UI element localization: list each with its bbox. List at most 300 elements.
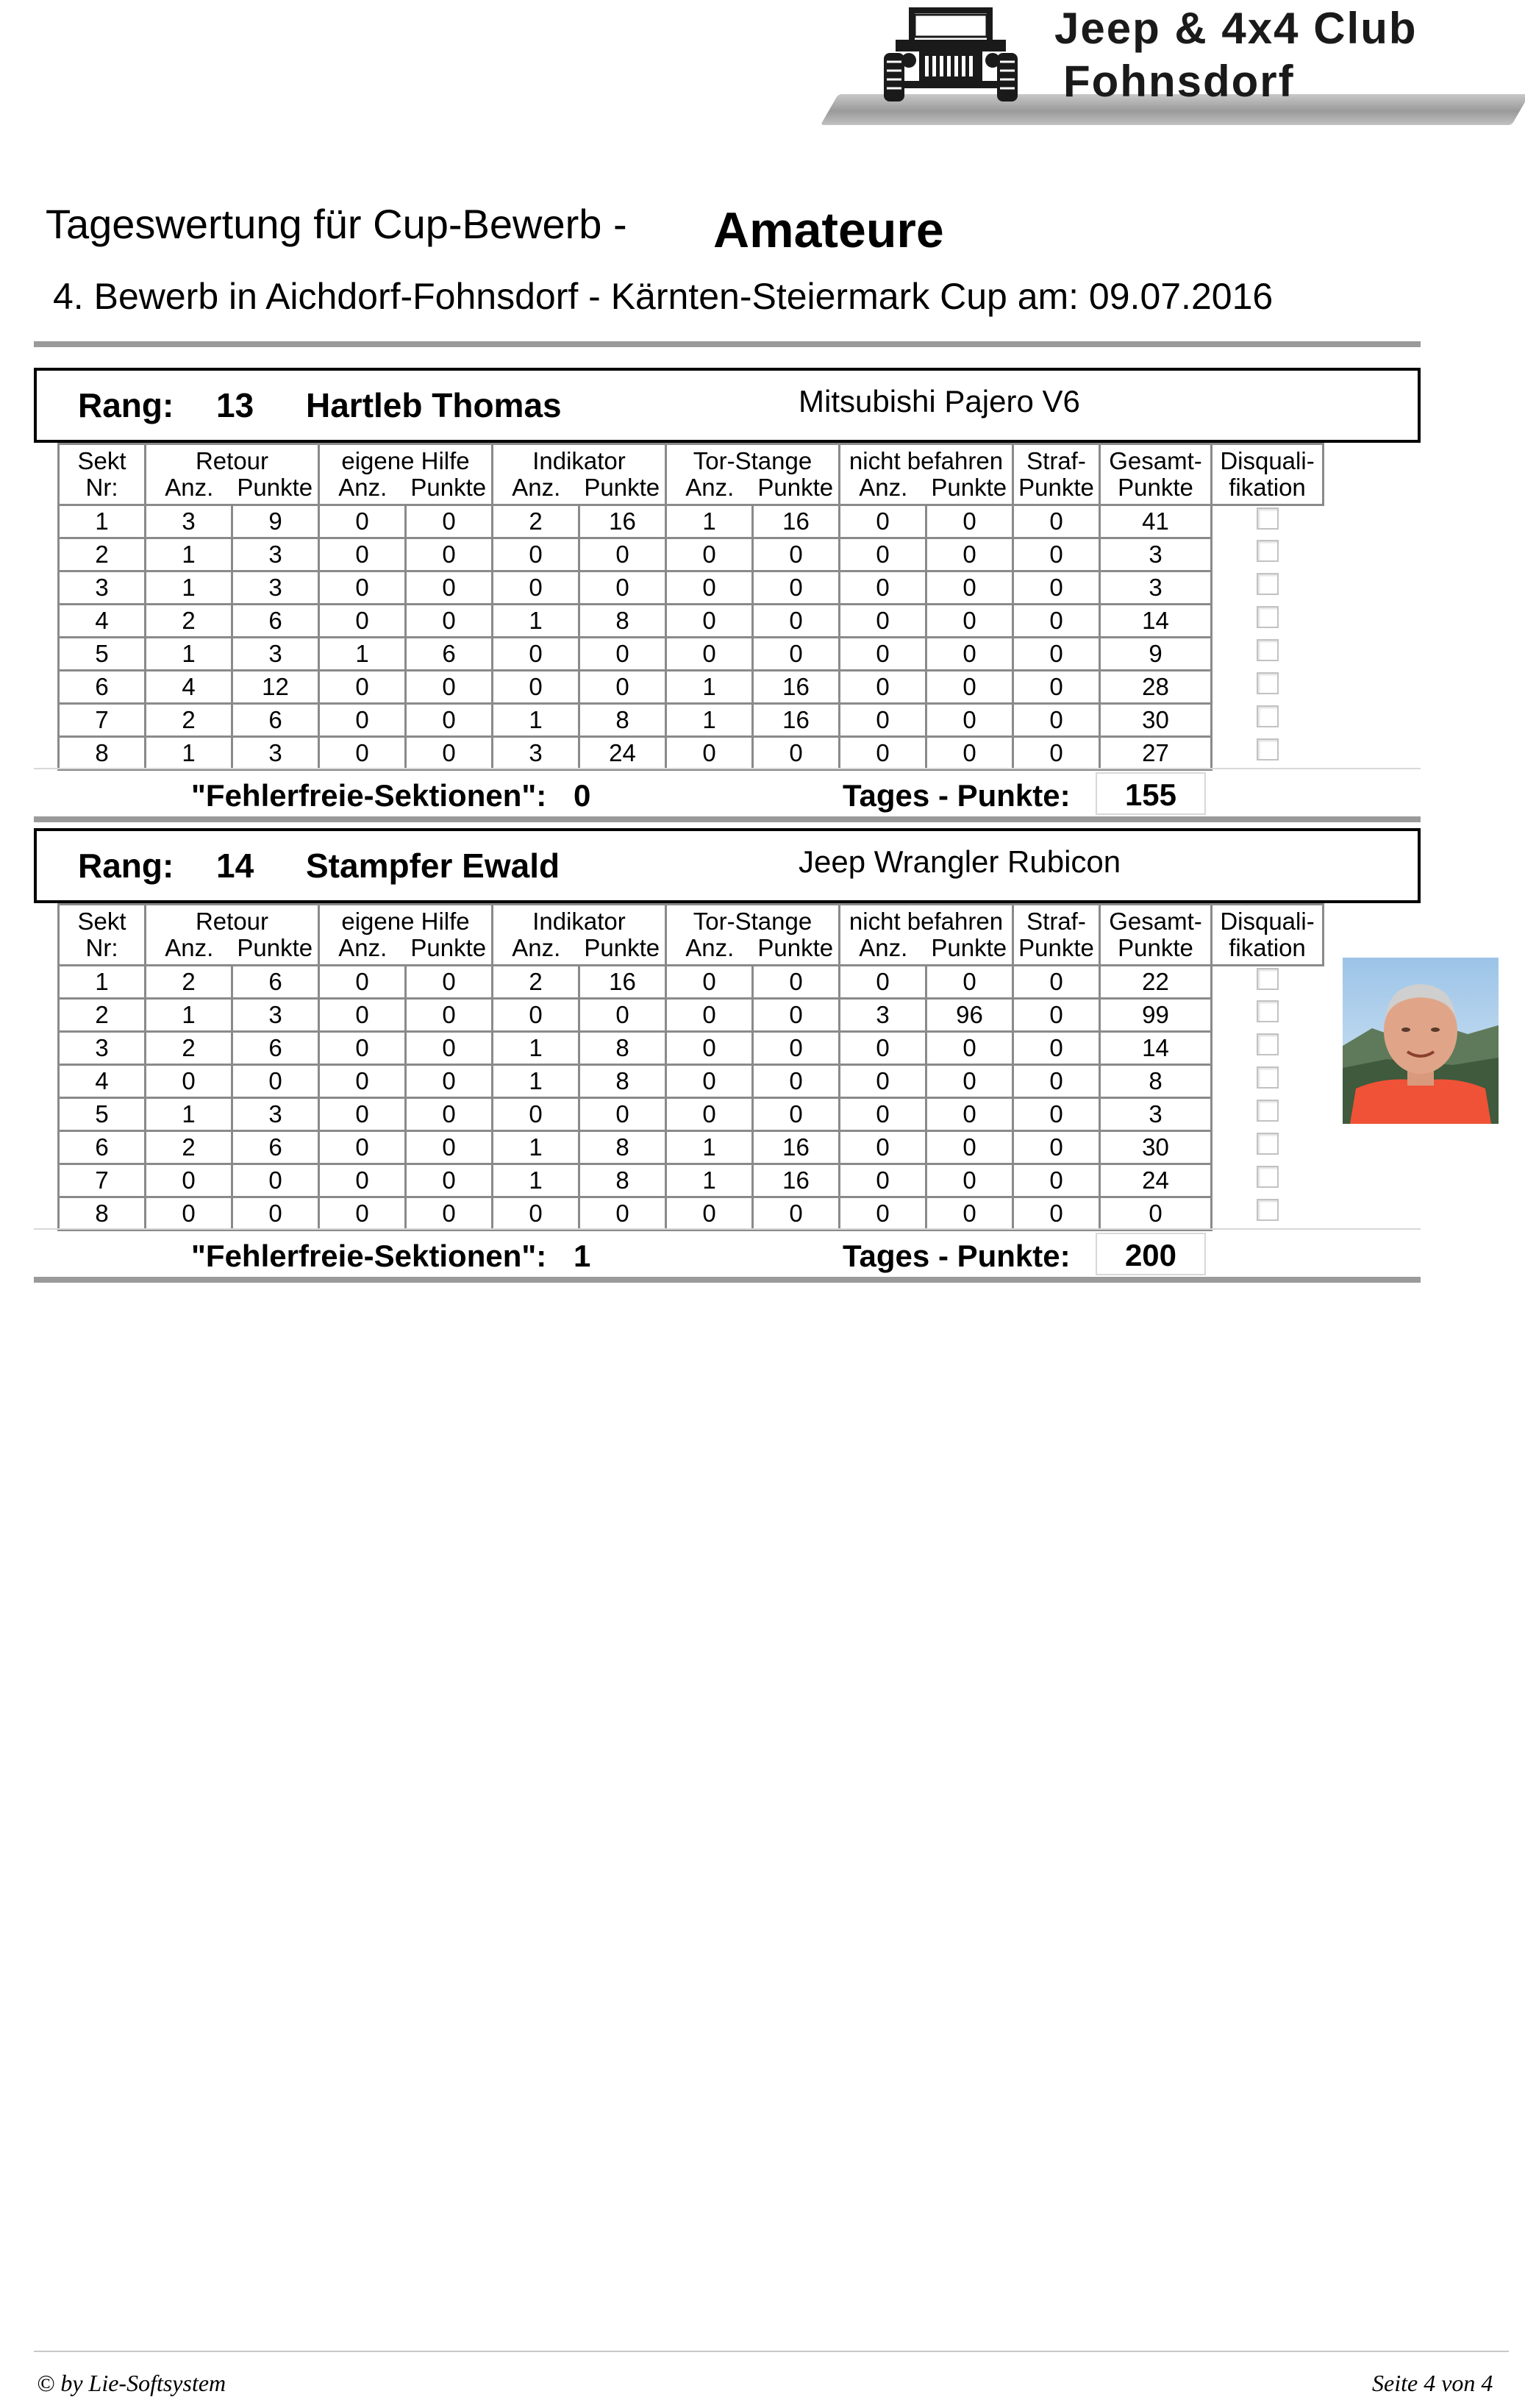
col-torstange-header: Tor-Stange [666,905,840,936]
table-cell: 14 [1100,605,1212,638]
summary-divider [34,1228,1421,1230]
jeep-icon [881,4,1021,107]
table-cell: 4 [146,671,232,704]
table-cell: 0 [579,571,666,605]
table-cell: 8 [59,737,146,770]
table-cell: 8 [579,605,666,638]
table-cell: 0 [926,605,1013,638]
disqualification-cell [1212,737,1324,770]
participant-summary [34,768,1421,816]
table-cell: 0 [926,671,1013,704]
table-cell: 8 [579,1131,666,1164]
disqualification-cell [1212,605,1324,638]
table-row [59,737,1324,770]
table-cell: 8 [59,1197,146,1230]
col-hilfe-header: eigene Hilfe [319,905,493,936]
table-cell: 0 [406,605,493,638]
table-cell: 0 [579,638,666,671]
table-cell: 0 [840,1164,926,1197]
table-cell: 24 [1100,1164,1212,1197]
disqualification-cell [1212,704,1324,737]
table-cell: 14 [1100,1032,1212,1065]
table-cell: 2 [493,966,579,999]
table-cell: 0 [493,638,579,671]
table-cell: 1 [493,1065,579,1098]
disqualification-checkbox[interactable] [1257,968,1279,990]
table-cell: 8 [579,1065,666,1098]
table-cell: 0 [926,1098,1013,1131]
col-anz-subheader: Anz. [840,935,926,966]
table-cell: 0 [926,1197,1013,1230]
table-row [59,505,1324,538]
table-row [59,1131,1324,1164]
table-cell: 0 [319,966,406,999]
table-cell: 2 [59,538,146,571]
table-cell: 0 [406,671,493,704]
logo-club-town: Fohnsdorf [1063,57,1295,106]
table-cell: 22 [1100,966,1212,999]
rang-label: Rang: [78,386,174,424]
table-cell: 96 [926,999,1013,1032]
table-cell: 6 [406,638,493,671]
table-cell: 0 [232,1065,319,1098]
table-cell: 3 [232,571,319,605]
table-cell: 1 [666,704,753,737]
table-cell: 0 [1013,1131,1100,1164]
tagespunkte-label: Tages - Punkte: [843,1239,1071,1273]
participant-name: Hartleb Thomas [306,386,562,424]
table-cell: 0 [926,737,1013,770]
score-table [57,903,1324,1231]
disqualification-cell [1212,671,1324,704]
table-cell: 0 [493,538,579,571]
logo-club-name: Jeep & 4x4 Club [1054,4,1418,53]
table-cell: 8 [1100,1065,1212,1098]
table-cell: 0 [406,999,493,1032]
table-cell: 0 [1013,704,1100,737]
summary-divider [34,768,1421,769]
table-cell: 24 [579,737,666,770]
table-cell: 27 [1100,737,1212,770]
table-cell: 2 [146,966,232,999]
table-cell: 5 [59,638,146,671]
col-nr-subheader: Nr: [59,474,146,505]
table-cell: 3 [1100,1098,1212,1131]
table-cell: 3 [59,1032,146,1065]
disqualification-checkbox[interactable] [1257,738,1279,760]
table-cell: 2 [493,505,579,538]
participant-summary [34,1228,1421,1277]
table-cell: 0 [666,638,753,671]
table-cell: 0 [840,1197,926,1230]
disqualification-cell [1212,571,1324,605]
table-cell: 0 [319,1098,406,1131]
col-fikation-subheader: fikation [1212,474,1324,505]
col-anz-subheader: Anz. [493,935,579,966]
table-cell: 3 [146,505,232,538]
col-gesamt-header: Gesamt- [1100,444,1212,475]
table-cell: 0 [840,966,926,999]
table-cell: 4 [59,605,146,638]
table-cell: 0 [406,1098,493,1131]
disqualification-cell [1212,538,1324,571]
disqualification-checkbox[interactable] [1257,1100,1279,1122]
col-punkte-subheader: Punkte [926,935,1013,966]
table-row [59,605,1324,638]
club-logo [815,0,1525,131]
col-punkte-subheader: Punkte [1013,935,1100,966]
table-cell: 3 [493,737,579,770]
table-cell: 0 [666,737,753,770]
table-cell: 0 [666,1032,753,1065]
participant-photo [1343,958,1499,1124]
disqualification-checkbox[interactable] [1257,1133,1279,1155]
tagespunkte-value: 200 [1096,1233,1206,1275]
table-row [59,538,1324,571]
table-cell: 0 [406,571,493,605]
table-cell: 1 [493,704,579,737]
table-cell: 1 [666,505,753,538]
col-punkte-subheader: Punkte [579,474,666,505]
table-cell: 0 [1013,966,1100,999]
table-cell: 0 [666,538,753,571]
table-cell: 6 [232,1032,319,1065]
col-punkte-subheader: Punkte [753,935,840,966]
table-cell: 0 [1013,1032,1100,1065]
table-cell: 0 [493,571,579,605]
table-cell: 0 [840,505,926,538]
table-cell: 2 [59,999,146,1032]
col-anz-subheader: Anz. [666,474,753,505]
table-cell: 0 [406,1065,493,1098]
table-cell: 0 [1013,671,1100,704]
col-torstange-header: Tor-Stange [666,444,840,475]
table-cell: 0 [840,1098,926,1131]
table-cell: 0 [1013,505,1100,538]
table-cell: 0 [1013,538,1100,571]
participant-header [34,368,1421,443]
table-cell: 0 [666,571,753,605]
col-punkte-subheader: Punkte [1100,935,1212,966]
table-cell: 0 [926,638,1013,671]
table-cell: 3 [232,638,319,671]
col-punkte-subheader: Punkte [1100,474,1212,505]
table-cell: 0 [319,737,406,770]
table-row [59,1065,1324,1098]
table-cell: 0 [319,538,406,571]
table-row [59,1098,1324,1131]
table-cell: 1 [493,1164,579,1197]
table-cell: 0 [753,737,840,770]
table-cell: 3 [840,999,926,1032]
col-anz-subheader: Anz. [666,935,753,966]
disqualification-checkbox[interactable] [1257,1166,1279,1188]
table-cell: 0 [319,1197,406,1230]
table-cell: 0 [1013,1098,1100,1131]
disqualification-checkbox[interactable] [1257,672,1279,694]
table-cell: 1 [493,1032,579,1065]
table-cell: 0 [1013,1065,1100,1098]
rang-label: Rang: [78,847,174,885]
col-punkte-subheader: Punkte [1013,474,1100,505]
table-row [59,638,1324,671]
table-cell: 0 [840,638,926,671]
col-nicht-befahren-header: nicht befahren [840,444,1013,475]
table-row [59,704,1324,737]
table-cell: 0 [319,505,406,538]
disqualification-checkbox[interactable] [1257,507,1279,530]
block-divider [34,1277,1421,1283]
table-cell: 1 [146,999,232,1032]
table-cell: 0 [579,999,666,1032]
col-sekt-header: Sekt [59,905,146,936]
table-cell: 7 [59,1164,146,1197]
table-cell: 0 [1013,571,1100,605]
col-punkte-subheader: Punkte [579,935,666,966]
fehlerfrei-value: 0 [574,778,591,813]
table-row [59,671,1324,704]
table-cell: 0 [319,571,406,605]
col-hilfe-header: eigene Hilfe [319,444,493,475]
table-cell: 0 [319,1131,406,1164]
table-cell: 1 [146,638,232,671]
col-punkte-subheader: Punkte [406,474,493,505]
table-cell: 0 [753,538,840,571]
table-cell: 0 [579,538,666,571]
table-cell: 16 [579,505,666,538]
table-cell: 0 [1013,999,1100,1032]
tagespunkte-label: Tages - Punkte: [843,778,1071,813]
disqualification-cell [1212,1164,1324,1197]
table-cell: 0 [406,1131,493,1164]
table-cell: 0 [493,1197,579,1230]
table-row [59,571,1324,605]
rang-value: 13 [216,386,254,424]
table-cell: 0 [840,704,926,737]
table-cell: 0 [926,1032,1013,1065]
table-cell: 3 [59,571,146,605]
table-cell: 0 [666,1197,753,1230]
table-cell: 0 [146,1197,232,1230]
table-cell: 0 [1013,638,1100,671]
disqualification-checkbox[interactable] [1257,1033,1279,1055]
table-row [59,1197,1324,1230]
table-cell: 0 [1013,1164,1100,1197]
disqualification-cell [1212,999,1324,1032]
table-cell: 16 [753,1164,840,1197]
table-cell: 30 [1100,1131,1212,1164]
col-nicht-befahren-header: nicht befahren [840,905,1013,936]
table-cell: 3 [232,737,319,770]
table-cell: 1 [146,737,232,770]
table-cell: 3 [232,1098,319,1131]
col-anz-subheader: Anz. [319,935,406,966]
col-punkte-subheader: Punkte [753,474,840,505]
table-cell: 0 [493,999,579,1032]
disqualification-checkbox[interactable] [1257,1199,1279,1221]
col-sekt-header: Sekt [59,444,146,475]
table-cell: 0 [926,1131,1013,1164]
disqualification-cell [1212,1197,1324,1230]
footer-divider [34,2351,1509,2352]
block-divider [34,816,1421,822]
table-cell: 0 [666,1098,753,1131]
table-cell: 12 [232,671,319,704]
table-cell: 0 [840,671,926,704]
table-cell: 0 [319,1164,406,1197]
col-punkte-subheader: Punkte [926,474,1013,505]
col-anz-subheader: Anz. [840,474,926,505]
table-cell: 0 [753,605,840,638]
table-cell: 16 [753,671,840,704]
table-cell: 6 [59,1131,146,1164]
table-cell: 1 [666,1131,753,1164]
table-cell: 0 [406,1032,493,1065]
table-cell: 0 [840,1131,926,1164]
table-row [59,1032,1324,1065]
table-cell: 1 [666,1164,753,1197]
table-row [59,999,1324,1032]
table-cell: 0 [753,638,840,671]
table-cell: 0 [926,571,1013,605]
col-fikation-subheader: fikation [1212,935,1324,966]
fehlerfrei-label: "Fehlerfreie-Sektionen": [191,778,547,813]
table-cell: 0 [406,538,493,571]
table-cell: 6 [59,671,146,704]
table-cell: 0 [319,704,406,737]
table-cell: 9 [1100,638,1212,671]
header-divider [34,341,1421,347]
table-cell: 0 [1013,737,1100,770]
table-cell: 0 [319,671,406,704]
disqualification-checkbox[interactable] [1257,1066,1279,1089]
table-cell: 0 [666,966,753,999]
table-cell: 6 [232,1131,319,1164]
table-cell: 7 [59,704,146,737]
table-cell: 0 [406,966,493,999]
table-cell: 0 [146,1164,232,1197]
table-cell: 8 [579,1164,666,1197]
table-cell: 0 [926,505,1013,538]
col-retour-header: Retour [146,905,319,936]
table-cell: 0 [406,737,493,770]
table-cell: 0 [840,605,926,638]
table-cell: 0 [840,737,926,770]
table-cell: 0 [926,538,1013,571]
rang-value: 14 [216,847,254,885]
table-cell: 9 [232,505,319,538]
table-cell: 16 [579,966,666,999]
col-gesamt-header: Gesamt- [1100,905,1212,936]
table-cell: 0 [579,671,666,704]
table-cell: 8 [579,704,666,737]
table-cell: 0 [232,1197,319,1230]
table-cell: 16 [753,505,840,538]
table-cell: 0 [666,605,753,638]
col-disq-header: Disquali- [1212,444,1324,475]
table-cell: 0 [753,1098,840,1131]
participant-header [34,828,1421,903]
disqualification-checkbox[interactable] [1257,540,1279,562]
table-cell: 0 [840,1065,926,1098]
table-cell: 0 [319,999,406,1032]
table-cell: 0 [840,571,926,605]
category-title: Amateure [713,202,944,258]
table-cell: 2 [146,605,232,638]
col-straf-header: Straf- [1013,444,1100,475]
copyright-text: © by Lie-Softsystem [37,2370,226,2396]
disqualification-cell [1212,1032,1324,1065]
table-cell: 0 [926,966,1013,999]
col-disq-header: Disquali- [1212,905,1324,936]
table-row [59,966,1324,999]
table-cell: 0 [753,966,840,999]
table-cell: 0 [753,999,840,1032]
table-cell: 1 [59,505,146,538]
table-cell: 0 [1013,1197,1100,1230]
table-cell: 0 [753,1032,840,1065]
table-cell: 30 [1100,704,1212,737]
table-cell: 1 [146,571,232,605]
table-cell: 5 [59,1098,146,1131]
col-punkte-subheader: Punkte [232,474,319,505]
vehicle-name: Jeep Wrangler Rubicon [799,844,1121,879]
table-cell: 0 [319,605,406,638]
table-cell: 0 [926,1065,1013,1098]
table-cell: 1 [146,1098,232,1131]
table-cell: 0 [146,1065,232,1098]
disqualification-checkbox[interactable] [1257,606,1279,628]
disqualification-checkbox[interactable] [1257,573,1279,595]
table-cell: 0 [319,1065,406,1098]
table-cell: 1 [493,605,579,638]
col-retour-header: Retour [146,444,319,475]
participant-name: Stampfer Ewald [306,847,560,885]
table-cell: 0 [1013,605,1100,638]
table-cell: 0 [926,1164,1013,1197]
col-indikator-header: Indikator [493,905,666,936]
table-cell: 2 [146,1131,232,1164]
table-cell: 2 [146,704,232,737]
table-cell: 0 [493,671,579,704]
table-cell: 0 [840,538,926,571]
col-punkte-subheader: Punkte [232,935,319,966]
table-cell: 1 [146,538,232,571]
fehlerfrei-value: 1 [574,1239,591,1273]
table-cell: 1 [59,966,146,999]
table-cell: 0 [1100,1197,1212,1230]
table-cell: 0 [493,1098,579,1131]
disqualification-checkbox[interactable] [1257,1000,1279,1022]
table-cell: 0 [319,1032,406,1065]
table-cell: 0 [753,1065,840,1098]
disqualification-checkbox[interactable] [1257,639,1279,661]
table-cell: 6 [232,704,319,737]
disqualification-cell [1212,966,1324,999]
disqualification-checkbox[interactable] [1257,705,1279,727]
table-cell: 3 [1100,571,1212,605]
table-cell: 41 [1100,505,1212,538]
disqualification-cell [1212,1131,1324,1164]
table-cell: 6 [232,966,319,999]
table-cell: 99 [1100,999,1212,1032]
col-anz-subheader: Anz. [319,474,406,505]
page-number: Seite 4 von 4 [1372,2370,1493,2396]
table-cell: 0 [666,1065,753,1098]
table-cell: 16 [753,1131,840,1164]
table-cell: 0 [579,1098,666,1131]
table-cell: 6 [232,605,319,638]
